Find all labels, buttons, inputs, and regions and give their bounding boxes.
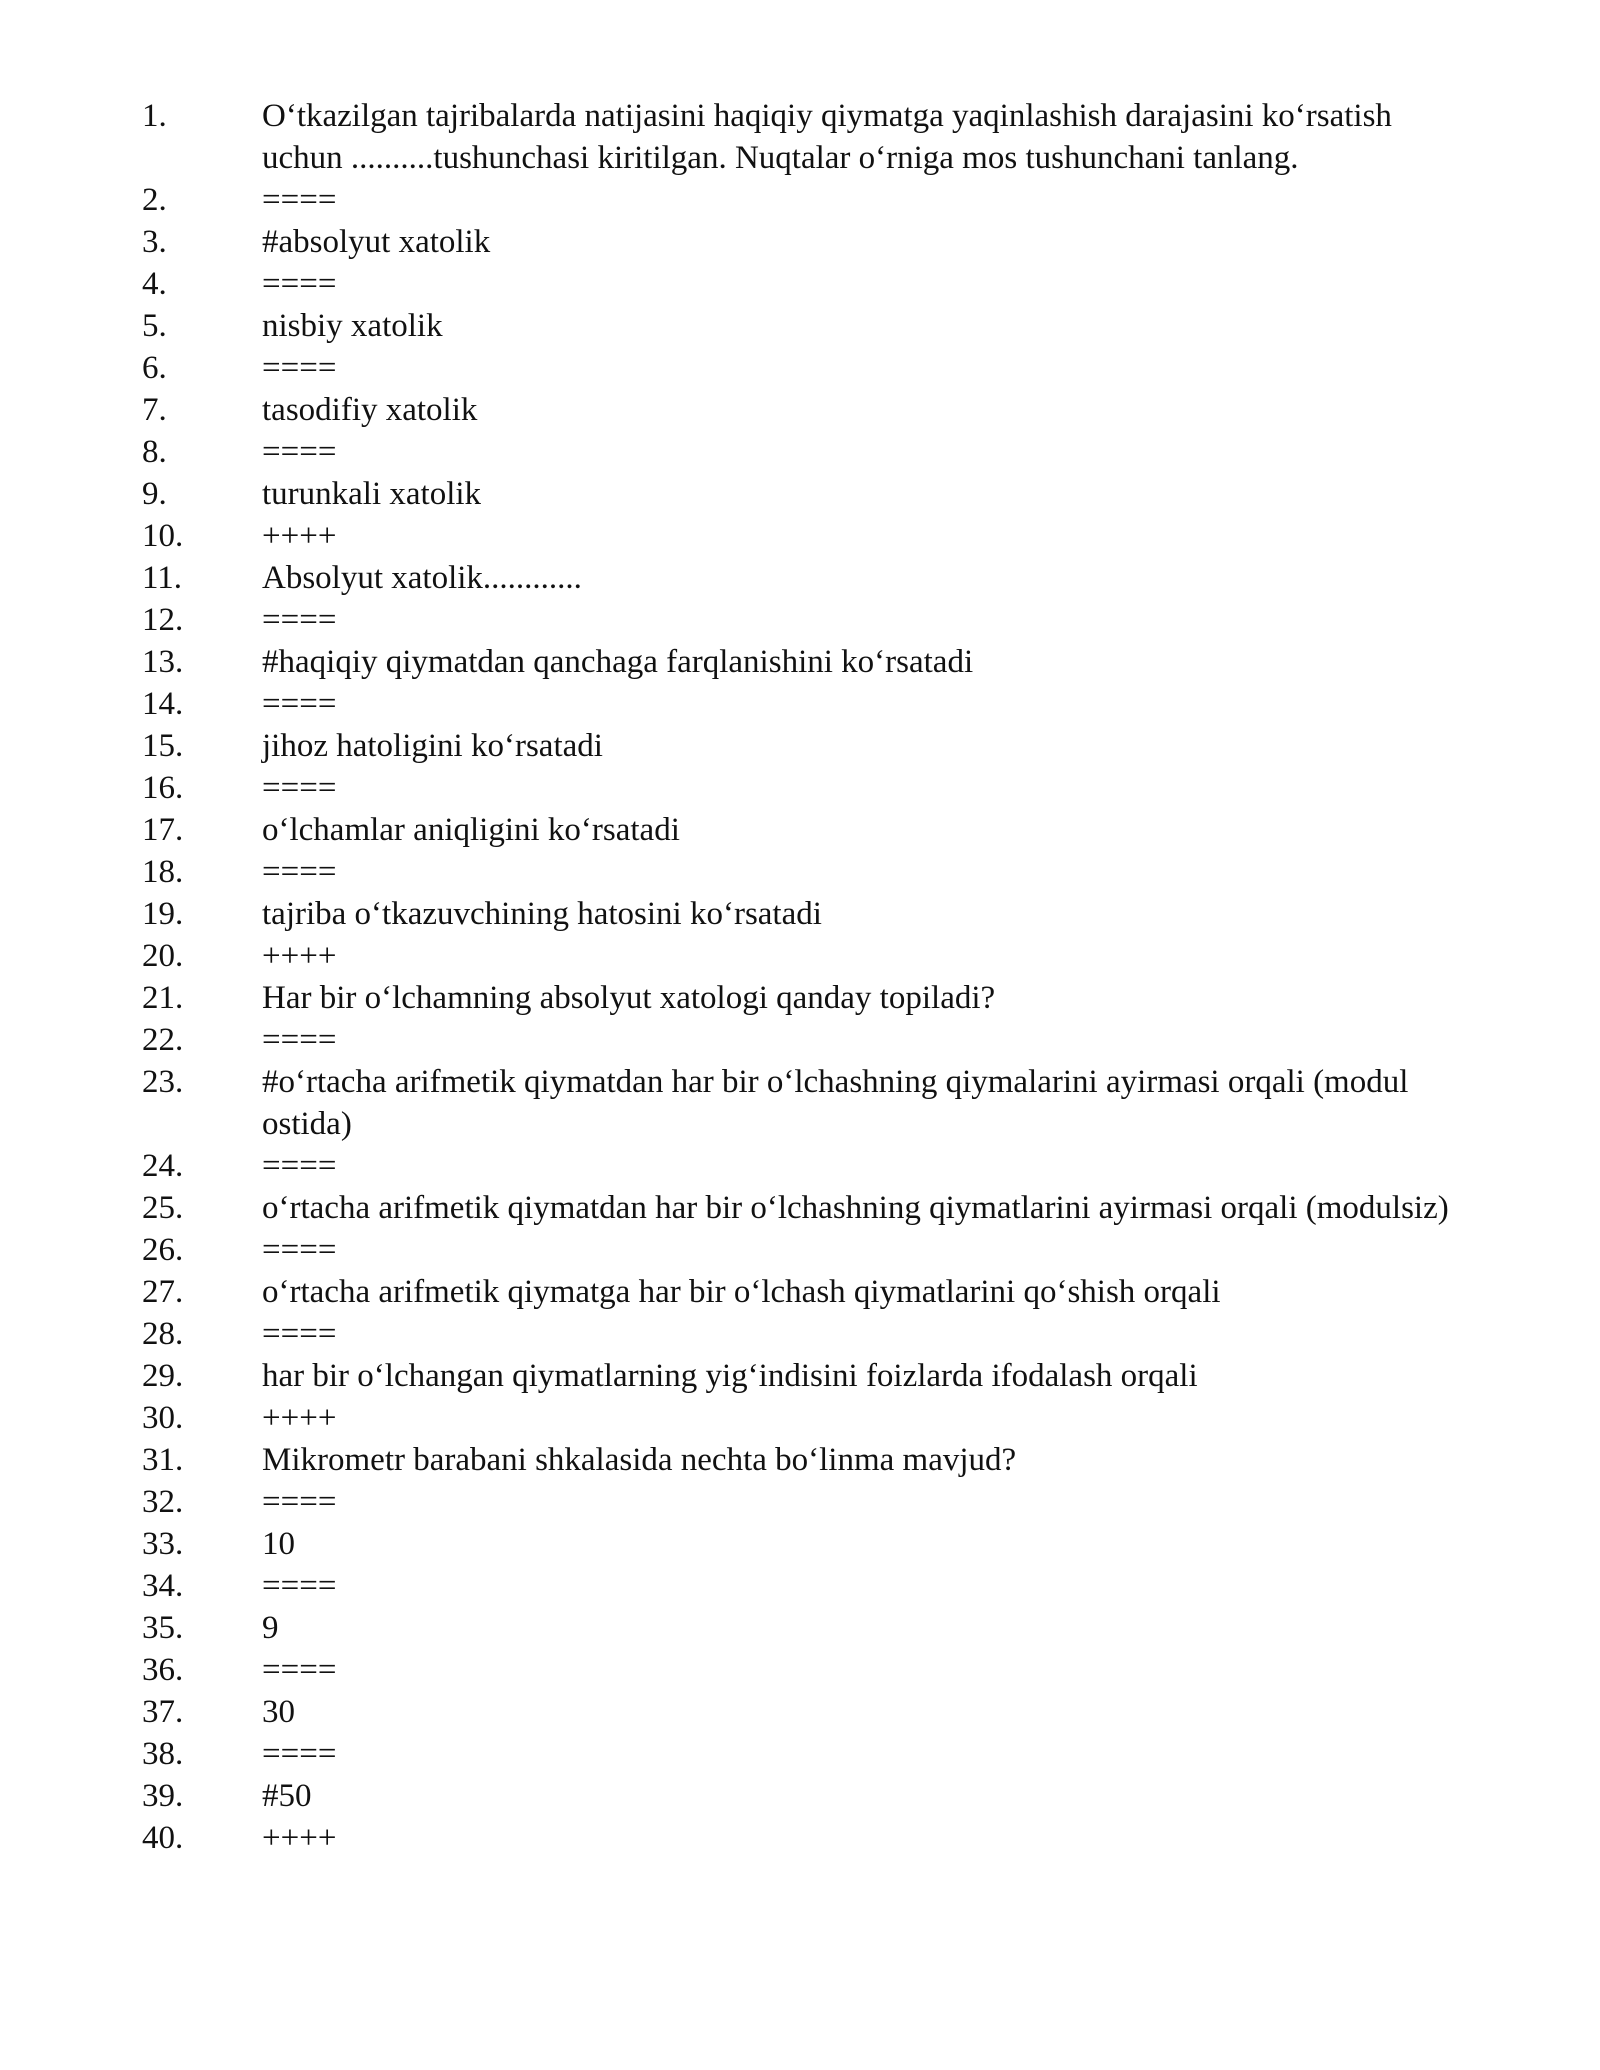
line-text: o‘rtacha arifmetik qiymatga har bir o‘lchash qiymatlarini qo‘shish orqali [262,1274,1221,1310]
line-text: ++++ [262,938,337,974]
list-item [142,473,1462,515]
line-text: ==== [262,1316,337,1352]
line-number: 24. [142,1148,184,1184]
line-text: ==== [262,350,337,386]
line-text: o‘rtacha arifmetik qiymatdan har bir o‘lchashning qiymatlarini ayirmasi orqali (modulsiz) [262,1190,1449,1226]
list-item [142,1313,1462,1355]
line-text: Absolyut xatolik............ [262,560,582,596]
line-text: Mikrometr barabani shkalasida nechta bo‘linma mavjud? [262,1442,1017,1478]
line-number: 7. [142,392,167,428]
line-number: 4. [142,266,167,302]
list-item [142,1229,1462,1271]
list-item [142,1187,1462,1229]
line-text: 30 [262,1694,295,1730]
line-text: ==== [262,182,337,218]
list-item [142,851,1462,893]
line-number: 10. [142,518,184,554]
line-text: ==== [262,602,337,638]
list-item [142,179,1462,221]
list-item [142,725,1462,767]
line-text: ++++ [262,518,337,554]
list-item [142,977,1462,1019]
line-text: ==== [262,1484,337,1520]
list-item [142,389,1462,431]
list-item [142,1271,1462,1313]
list-item [142,1481,1462,1523]
line-number: 37. [142,1694,184,1730]
list-item [142,1397,1462,1439]
line-text: #haqiqiy qiymatdan qanchaga farqlanishini ko‘rsatadi [262,644,974,680]
list-item [142,1565,1462,1607]
line-text: ==== [262,266,337,302]
line-number: 5. [142,308,167,344]
line-text: ==== [262,1736,337,1772]
line-text: ==== [262,770,337,806]
document-body [142,95,1462,1859]
list-item [142,347,1462,389]
line-text: o‘lchamlar aniqligini ko‘rsatadi [262,812,680,848]
line-text: har bir o‘lchangan qiymatlarning yig‘indisini foizlarda ifodalash orqali [262,1358,1198,1394]
line-text: ==== [262,1568,337,1604]
line-text: tajriba o‘tkazuvchining hatosini ko‘rsatadi [262,896,822,932]
line-text: tasodifiy xatolik [262,392,478,428]
line-text: nisbiy xatolik [262,308,443,344]
list-item [142,431,1462,473]
line-number: 22. [142,1022,184,1058]
line-text: ==== [262,1232,337,1268]
line-text: Har bir o‘lchamning absolyut xatologi qanday topiladi? [262,980,996,1016]
line-number: 3. [142,224,167,260]
list-item [142,1355,1462,1397]
line-text: jihoz hatoligini ko‘rsatadi [262,728,603,764]
line-number: 18. [142,854,184,890]
line-number: 14. [142,686,184,722]
line-text: ==== [262,434,337,470]
line-text: ++++ [262,1400,337,1436]
line-number: 21. [142,980,184,1016]
line-number: 11. [142,560,183,596]
list-item [142,1607,1462,1649]
list-item [142,1733,1462,1775]
list-item [142,893,1462,935]
line-number: 1. [142,98,167,134]
list-item [142,1061,1462,1145]
line-text: ++++ [262,1820,337,1856]
list-item [142,1019,1462,1061]
line-number: 6. [142,350,167,386]
list-item [142,935,1462,977]
list-item [142,683,1462,725]
line-text: #50 [262,1778,312,1814]
line-number: 36. [142,1652,184,1688]
line-text: ==== [262,1148,337,1184]
line-number: 13. [142,644,184,680]
line-number: 39. [142,1778,184,1814]
list-item [142,1775,1462,1817]
line-number: 38. [142,1736,184,1772]
line-text: #absolyut xatolik [262,224,491,260]
line-text: #o‘rtacha arifmetik qiymatdan har bir o‘lchashning qiymalarini ayirmasi orqali (modul ostida) [262,1064,1409,1142]
line-number: 17. [142,812,184,848]
list-item [142,1523,1462,1565]
line-number: 25. [142,1190,184,1226]
line-number: 34. [142,1568,184,1604]
line-number: 12. [142,602,184,638]
line-number: 33. [142,1526,184,1562]
line-text: ==== [262,1022,337,1058]
list-item [142,599,1462,641]
line-number: 31. [142,1442,184,1478]
line-number: 29. [142,1358,184,1394]
list-item [142,809,1462,851]
list-item [142,767,1462,809]
line-text: ==== [262,1652,337,1688]
list-item [142,515,1462,557]
line-number: 27. [142,1274,184,1310]
line-number: 30. [142,1400,184,1436]
line-number: 15. [142,728,184,764]
line-text: 9 [262,1610,279,1646]
list-item [142,1691,1462,1733]
list-item [142,641,1462,683]
list-item [142,1145,1462,1187]
line-number: 16. [142,770,184,806]
list-item [142,557,1462,599]
line-text: ==== [262,854,337,890]
line-number: 40. [142,1820,184,1856]
line-text: 10 [262,1526,295,1562]
line-number: 32. [142,1484,184,1520]
line-number: 8. [142,434,167,470]
line-text: ==== [262,686,337,722]
line-number: 19. [142,896,184,932]
list-item [142,263,1462,305]
list-item [142,1439,1462,1481]
line-number: 20. [142,938,184,974]
line-number: 28. [142,1316,184,1352]
list-item [142,95,1462,179]
line-number: 23. [142,1064,184,1100]
line-number: 35. [142,1610,184,1646]
line-text: O‘tkazilgan tajribalarda natijasini haqiqiy qiymatga yaqinlashish darajasini ko‘rsatish uchun ..........tushunchasi kiritilgan. Nuqtalar o‘rniga mos tushunchani tanlang. [262,98,1392,176]
line-number: 9. [142,476,167,512]
line-number: 2. [142,182,167,218]
line-text: turunkali xatolik [262,476,482,512]
list-item [142,1817,1462,1859]
line-number: 26. [142,1232,184,1268]
list-item [142,221,1462,263]
list-item [142,305,1462,347]
list-item [142,1649,1462,1691]
